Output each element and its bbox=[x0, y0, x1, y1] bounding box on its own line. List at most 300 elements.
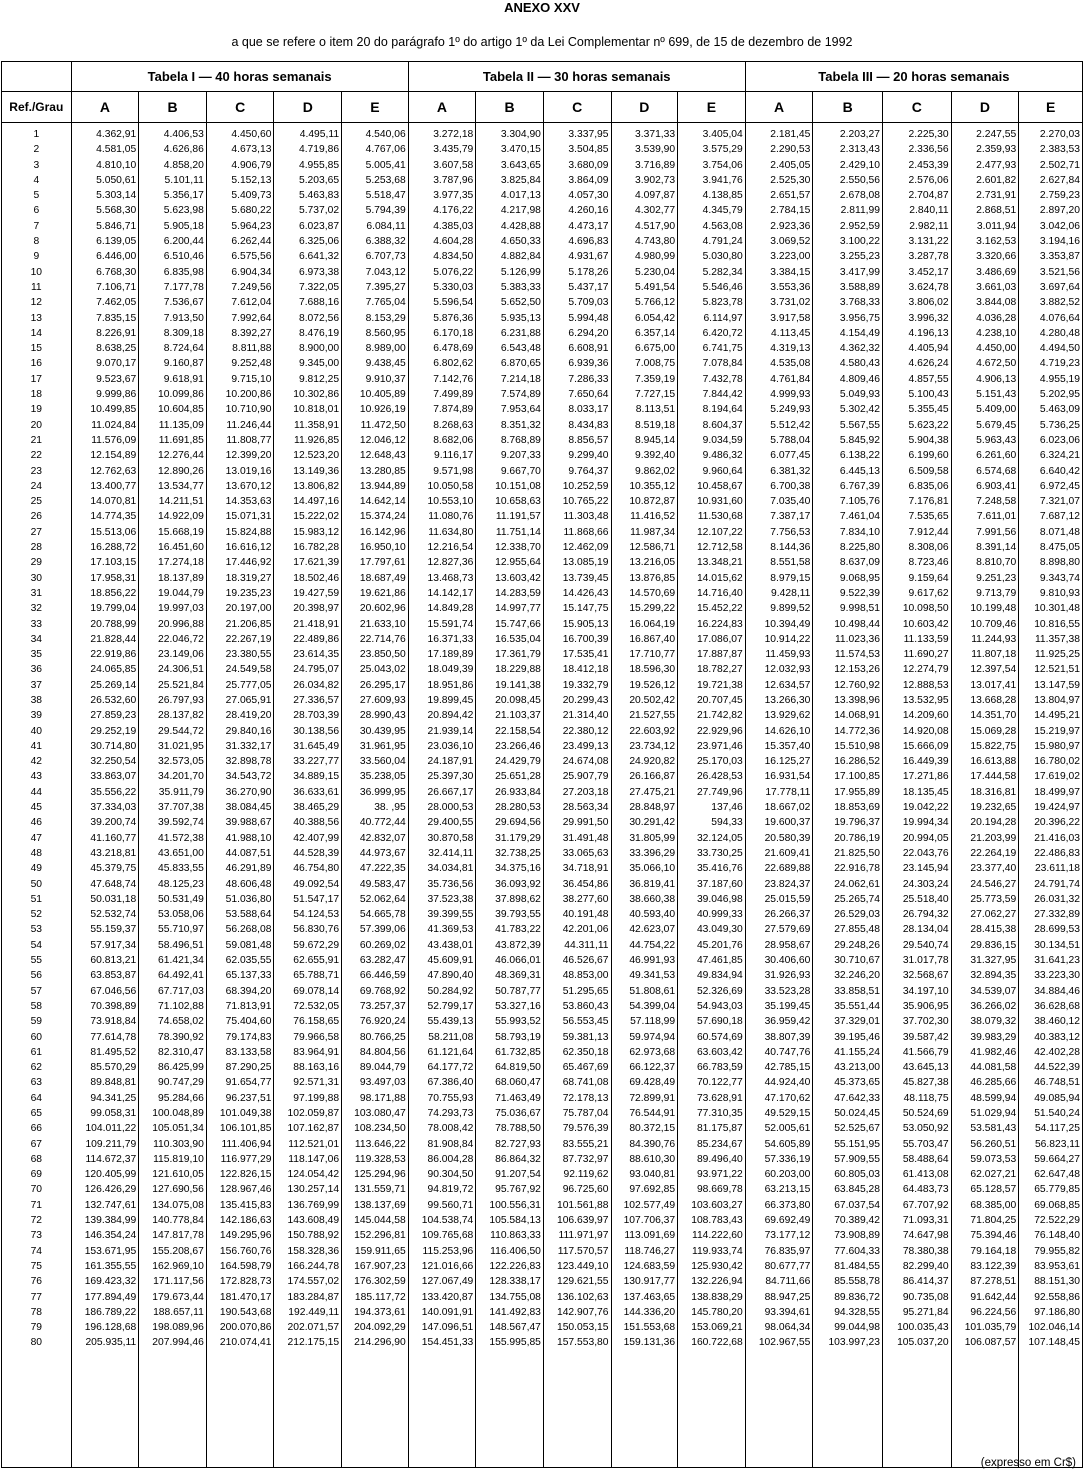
salary-value: 33.065,63 bbox=[562, 847, 609, 859]
salary-value: 36.633,61 bbox=[293, 786, 340, 798]
salary-value: 25.907,79 bbox=[562, 771, 609, 783]
salary-value: 8.351,32 bbox=[500, 419, 541, 431]
salary-value: 3.624,78 bbox=[908, 281, 949, 293]
salary-value: 31.645,49 bbox=[293, 740, 340, 752]
salary-value: 14.209,60 bbox=[902, 710, 949, 722]
salary-value: 174.557,02 bbox=[287, 1276, 340, 1288]
salary-value: 33.863,07 bbox=[90, 771, 137, 783]
salary-value: 75.787,04 bbox=[562, 1108, 609, 1119]
table-iii-grade-a-column bbox=[745, 123, 813, 1468]
salary-value: 12.276,44 bbox=[158, 450, 204, 462]
salary-value: 72.899,91 bbox=[629, 1092, 676, 1104]
salary-value: 66.122,37 bbox=[629, 1062, 676, 1074]
salary-value: 20.299,43 bbox=[562, 694, 609, 706]
salary-value: 67.046,56 bbox=[90, 985, 137, 997]
salary-value: 6.478,69 bbox=[433, 343, 474, 355]
salary-value: 19.994,34 bbox=[902, 817, 949, 829]
salary-value: 117.570,57 bbox=[557, 1245, 609, 1257]
salary-value: 43.651,00 bbox=[158, 847, 204, 859]
table-i-grade-b-column bbox=[139, 123, 207, 1468]
salary-value: 9.571,98 bbox=[433, 465, 474, 477]
salary-value: 4.196,13 bbox=[908, 327, 949, 339]
salary-value: 40.191,48 bbox=[562, 909, 609, 921]
salary-value: 16.125,27 bbox=[764, 756, 811, 768]
salary-value: 119.328,53 bbox=[354, 1153, 406, 1165]
salary-value: 150.053,15 bbox=[556, 1322, 609, 1334]
salary-value: 3.539,90 bbox=[635, 144, 676, 156]
salary-value: 8.856,57 bbox=[568, 434, 609, 446]
salary-value: 42.832,07 bbox=[359, 832, 406, 844]
salary-value: 54.124,53 bbox=[293, 909, 340, 921]
salary-value: 110.303,90 bbox=[153, 1138, 204, 1150]
salary-value: 17.271,86 bbox=[902, 771, 949, 783]
salary-value: 18.229,88 bbox=[495, 664, 541, 676]
salary-value: 30.138,56 bbox=[293, 725, 340, 737]
salary-value: 3.417,99 bbox=[839, 266, 880, 278]
grade-header-c: C bbox=[883, 92, 952, 123]
salary-value: 11.808,77 bbox=[226, 434, 272, 446]
salary-value: 10.199,48 bbox=[970, 603, 1017, 615]
salary-value: 135.415,83 bbox=[219, 1199, 272, 1211]
salary-value: 26.034,82 bbox=[293, 679, 340, 691]
salary-value: 4.955,19 bbox=[1039, 373, 1080, 385]
ref-column bbox=[2, 123, 72, 1468]
salary-value: 9.618,91 bbox=[163, 373, 204, 385]
salary-value: 28.848,97 bbox=[629, 802, 676, 814]
salary-value: 17.797,61 bbox=[359, 557, 406, 569]
salary-value: 37.329,01 bbox=[834, 1016, 880, 1028]
ref-number: 30 bbox=[30, 572, 43, 584]
salary-value: 30.870,58 bbox=[427, 832, 474, 844]
salary-value: 6.707,73 bbox=[365, 251, 406, 263]
salary-value: 20.602,96 bbox=[359, 603, 406, 615]
salary-value: 2.453,39 bbox=[908, 159, 949, 171]
salary-value: 35.066,10 bbox=[629, 863, 676, 875]
ref-grade-header: Ref./Grau bbox=[2, 92, 72, 123]
salary-value: 35.238,05 bbox=[359, 771, 406, 783]
salary-value: 57.118,99 bbox=[630, 1016, 676, 1028]
salary-value: 205.935,11 bbox=[85, 1337, 137, 1349]
salary-value: 9.715,10 bbox=[231, 373, 272, 385]
salary-value: 15.510,98 bbox=[834, 740, 880, 752]
salary-value: 3.607,58 bbox=[433, 159, 474, 171]
salary-value: 40.999,33 bbox=[696, 909, 743, 921]
salary-value: 10.553,10 bbox=[427, 496, 474, 508]
salary-value: 84.390,76 bbox=[629, 1138, 676, 1150]
grade-header-b: B bbox=[139, 92, 207, 123]
salary-value: 4.238,10 bbox=[976, 327, 1017, 339]
salary-value: 10.394,49 bbox=[764, 618, 811, 630]
salary-value: 13.280,85 bbox=[359, 465, 406, 477]
salary-value: 29.400,55 bbox=[427, 817, 474, 829]
salary-value: 25.170,03 bbox=[696, 756, 743, 768]
salary-value: 20.996,88 bbox=[158, 618, 204, 630]
salary-value: 210.074,41 bbox=[219, 1337, 272, 1349]
salary-value: 18.856,22 bbox=[90, 587, 137, 599]
salary-value: 7.756,53 bbox=[770, 526, 811, 538]
salary-value: 67.707,92 bbox=[902, 1199, 949, 1211]
salary-value: 25.397,30 bbox=[427, 771, 474, 783]
salary-value: 33.223,30 bbox=[1034, 970, 1080, 982]
salary-value: 14.283,59 bbox=[495, 587, 541, 599]
salary-value: 15.147,75 bbox=[562, 603, 609, 615]
salary-value: 2.601,82 bbox=[976, 174, 1017, 186]
salary-value: 8.308,06 bbox=[908, 542, 949, 554]
salary-value: 13.348,21 bbox=[696, 557, 743, 569]
salary-value: 39.983,29 bbox=[970, 1031, 1017, 1043]
salary-value: 105.584,13 bbox=[489, 1215, 541, 1227]
salary-value: 16.224,83 bbox=[696, 618, 743, 630]
salary-value: 20.707,45 bbox=[696, 694, 743, 706]
salary-value: 24.187,91 bbox=[427, 756, 474, 768]
table-ii-grade-a-column bbox=[408, 123, 476, 1468]
salary-value: 17.444,58 bbox=[970, 771, 1017, 783]
salary-value: 103.603,27 bbox=[691, 1199, 743, 1211]
ref-number: 4 bbox=[33, 174, 40, 186]
salary-value: 152.296,81 bbox=[354, 1230, 406, 1242]
salary-value: 10.499,85 bbox=[90, 404, 137, 416]
salary-value: 21.203,99 bbox=[970, 832, 1017, 844]
salary-value: 20.398,97 bbox=[293, 603, 340, 615]
salary-value: 9.343,74 bbox=[1039, 572, 1080, 584]
salary-value: 103.997,23 bbox=[828, 1337, 880, 1349]
grade-header-e: E bbox=[1019, 92, 1083, 123]
salary-value: 3.486,69 bbox=[976, 266, 1017, 278]
salary-value: 46.285,66 bbox=[970, 1077, 1017, 1089]
salary-value: 72.178,13 bbox=[562, 1092, 609, 1104]
salary-value: 26.266,37 bbox=[764, 909, 811, 921]
salary-value: 32.414,11 bbox=[428, 847, 474, 859]
ref-number: 33 bbox=[30, 618, 43, 630]
salary-value: 2.270,03 bbox=[1039, 129, 1080, 140]
salary-value: 6.741,75 bbox=[702, 343, 743, 355]
salary-value: 78.008,42 bbox=[427, 1123, 474, 1135]
grade-header-c: C bbox=[543, 92, 611, 123]
salary-value: 6.700,38 bbox=[770, 480, 811, 492]
salary-value: 11.530,68 bbox=[697, 511, 743, 523]
salary-value: 75.036,67 bbox=[495, 1108, 541, 1119]
salary-value: 25.269,14 bbox=[90, 679, 137, 691]
salary-value: 3.977,35 bbox=[433, 190, 474, 202]
salary-value: 29.991,50 bbox=[562, 817, 609, 829]
salary-value: 49.092,54 bbox=[293, 878, 340, 890]
salary-value: 8.033,17 bbox=[568, 404, 609, 416]
salary-value: 52.799,17 bbox=[427, 1000, 474, 1012]
salary-value: 3.320,66 bbox=[976, 251, 1017, 263]
salary-value: 6.262,44 bbox=[231, 236, 272, 248]
salary-value: 18.667,02 bbox=[764, 802, 811, 814]
salary-value: 97.692,85 bbox=[629, 1184, 676, 1196]
salary-value: 4.280,48 bbox=[1039, 327, 1080, 339]
salary-value: 11.416,52 bbox=[630, 511, 676, 523]
salary-value: 124.683,59 bbox=[623, 1260, 676, 1272]
salary-value: 11.634,80 bbox=[428, 526, 474, 538]
salary-value: 5.512,42 bbox=[770, 419, 811, 431]
salary-value: 4.097,87 bbox=[635, 190, 676, 202]
salary-value: 73.257,37 bbox=[359, 1000, 406, 1012]
salary-value: 27.065,91 bbox=[225, 694, 272, 706]
salary-value: 33.396,29 bbox=[629, 847, 676, 859]
ref-number: 80 bbox=[30, 1337, 43, 1349]
salary-value: 50.031,18 bbox=[90, 893, 137, 905]
salary-value: 32.898,78 bbox=[225, 756, 272, 768]
ref-number: 63 bbox=[30, 1077, 43, 1089]
salary-value: 6.510,46 bbox=[163, 251, 204, 263]
salary-value: 7.874,89 bbox=[433, 404, 474, 416]
salary-value: 17.189,89 bbox=[427, 649, 474, 661]
ref-number: 48 bbox=[30, 847, 43, 859]
salary-value: 15.069,28 bbox=[970, 725, 1017, 737]
salary-value: 15.222,02 bbox=[293, 511, 340, 523]
salary-value: 6.077,45 bbox=[770, 450, 811, 462]
salary-value: 108.783,43 bbox=[691, 1215, 743, 1227]
grade-header-b: B bbox=[813, 92, 883, 123]
salary-value: 7.322,05 bbox=[298, 281, 340, 293]
salary-value: 16.451,60 bbox=[158, 542, 204, 554]
salary-value: 13.739,45 bbox=[562, 572, 609, 584]
salary-value: 95.767,92 bbox=[495, 1184, 541, 1196]
ref-number: 5 bbox=[33, 190, 40, 202]
salary-value: 6.324,21 bbox=[1039, 450, 1080, 462]
salary-value: 5.623,98 bbox=[163, 205, 204, 217]
salary-value: 50.284,92 bbox=[427, 985, 474, 997]
salary-value: 53.050,92 bbox=[902, 1123, 949, 1135]
salary-value: 34.543,72 bbox=[225, 771, 272, 783]
salary-value: 16.371,33 bbox=[427, 633, 474, 645]
salary-value: 161.355,55 bbox=[84, 1260, 137, 1272]
grade-header-b: B bbox=[476, 92, 544, 123]
salary-value: 5.409,73 bbox=[231, 190, 272, 202]
salary-value: 7.992,64 bbox=[231, 312, 272, 324]
salary-value: 34.201,70 bbox=[158, 771, 204, 783]
salary-value: 70.398,89 bbox=[90, 1000, 137, 1012]
salary-value: 37.523,38 bbox=[427, 893, 474, 905]
salary-value: 26.166,87 bbox=[629, 771, 676, 783]
salary-value: 105.051,34 bbox=[152, 1123, 204, 1135]
salary-value: 16.064,19 bbox=[629, 618, 676, 630]
salary-value: 134.075,08 bbox=[152, 1199, 204, 1211]
salary-value: 51.029,94 bbox=[970, 1108, 1017, 1119]
salary-value: 14.351,70 bbox=[970, 710, 1017, 722]
salary-value: 17.274,18 bbox=[158, 557, 204, 569]
salary-value: 17.100,85 bbox=[834, 771, 880, 783]
salary-value: 2.181,45 bbox=[770, 129, 811, 140]
salary-value: 9.667,70 bbox=[500, 465, 541, 477]
salary-value: 50.531,49 bbox=[158, 893, 204, 905]
salary-value: 97.199,88 bbox=[293, 1092, 340, 1104]
salary-value: 116.406,50 bbox=[490, 1245, 541, 1257]
salary-value: 15.299,22 bbox=[629, 603, 676, 615]
salary-value: 68.741,08 bbox=[562, 1077, 609, 1089]
ref-number: 58 bbox=[30, 1000, 43, 1012]
salary-value: 7.611,01 bbox=[976, 511, 1017, 523]
salary-value: 11.357,38 bbox=[1034, 633, 1080, 645]
salary-value: 15.513,06 bbox=[90, 526, 137, 538]
salary-value: 3.255,23 bbox=[839, 251, 880, 263]
salary-value: 10.252,59 bbox=[562, 480, 609, 492]
salary-value: 101.049,38 bbox=[219, 1108, 272, 1119]
salary-value: 104.538,74 bbox=[421, 1215, 474, 1227]
salary-value: 127.067,49 bbox=[421, 1276, 474, 1288]
salary-value: 66.783,59 bbox=[696, 1062, 743, 1074]
salary-value: 9.899,52 bbox=[770, 603, 811, 615]
salary-value: 7.844,42 bbox=[702, 389, 743, 401]
salary-value: 118.147,06 bbox=[288, 1153, 340, 1165]
salary-value: 49.341,53 bbox=[629, 970, 676, 982]
salary-value: 8.392,27 bbox=[231, 327, 272, 339]
salary-value: 5.518,47 bbox=[365, 190, 406, 202]
grade-header-row bbox=[2, 92, 1083, 123]
ref-number: 24 bbox=[30, 480, 43, 492]
salary-value: 6.357,14 bbox=[635, 327, 676, 339]
salary-value: 2.247,55 bbox=[976, 129, 1017, 140]
salary-value: 24.674,08 bbox=[562, 756, 609, 768]
salary-value: 6.138,22 bbox=[839, 450, 880, 462]
ref-number: 26 bbox=[30, 511, 43, 523]
salary-value: 3.575,29 bbox=[702, 144, 743, 156]
salary-value: 6.231,88 bbox=[500, 327, 541, 339]
salary-value: 10.405,89 bbox=[359, 389, 406, 401]
salary-value: 5.100,43 bbox=[908, 389, 949, 401]
salary-value: 102.577,49 bbox=[623, 1199, 676, 1211]
salary-value: 108.234,50 bbox=[354, 1123, 406, 1135]
salary-value: 31.926,93 bbox=[764, 970, 811, 982]
salary-value: 56.260,51 bbox=[970, 1138, 1017, 1150]
salary-value: 22.486,83 bbox=[1034, 847, 1080, 859]
salary-value: 4.302,77 bbox=[635, 205, 676, 217]
salary-value: 26.933,84 bbox=[495, 786, 541, 798]
salary-value: 112.521,01 bbox=[288, 1138, 340, 1150]
salary-value: 5.846,71 bbox=[96, 220, 137, 232]
salary-value: 19.042,22 bbox=[902, 802, 949, 814]
salary-value: 69.078,14 bbox=[293, 985, 340, 997]
salary-value: 27.749,96 bbox=[696, 786, 743, 798]
salary-value: 13.668,28 bbox=[970, 694, 1017, 706]
salary-value: 2.923,36 bbox=[770, 220, 811, 232]
salary-value: 79.576,39 bbox=[562, 1123, 609, 1135]
salary-value: 9.999,86 bbox=[96, 389, 137, 401]
salary-value: 28.415,38 bbox=[970, 924, 1017, 936]
salary-value: 3.680,09 bbox=[568, 159, 609, 171]
salary-value: 47.648,74 bbox=[90, 878, 137, 890]
salary-value: 32.124,05 bbox=[696, 832, 743, 844]
salary-value: 155.995,85 bbox=[489, 1337, 541, 1349]
salary-value: 65.467,69 bbox=[562, 1062, 609, 1074]
salary-value: 12.888,53 bbox=[902, 679, 949, 691]
salary-value: 7.913,50 bbox=[163, 312, 204, 324]
salary-value: 80.677,77 bbox=[764, 1260, 811, 1272]
salary-value: 20.786,19 bbox=[834, 832, 880, 844]
salary-value: 57.336,19 bbox=[764, 1153, 811, 1165]
salary-value: 99.044,98 bbox=[834, 1322, 880, 1334]
salary-value: 19.424,97 bbox=[1034, 802, 1080, 814]
ref-number: 42 bbox=[30, 756, 43, 768]
salary-value: 142.907,76 bbox=[556, 1306, 609, 1318]
salary-value: 20.502,42 bbox=[629, 694, 676, 706]
salary-value: 3.405,04 bbox=[702, 129, 743, 140]
salary-value: 46.526,67 bbox=[562, 955, 609, 967]
salary-value: 19.044,79 bbox=[158, 587, 204, 599]
salary-value: 9.617,62 bbox=[908, 587, 949, 599]
salary-value: 81.908,84 bbox=[427, 1138, 474, 1150]
salary-value: 5.101,11 bbox=[164, 174, 204, 186]
salary-value: 16.780,02 bbox=[1034, 756, 1080, 768]
salary-value: 141.492,83 bbox=[489, 1306, 541, 1318]
salary-value: 3.902,73 bbox=[635, 174, 676, 186]
salary-value: 9.862,02 bbox=[635, 465, 676, 477]
salary-value: 5.049,93 bbox=[839, 389, 880, 401]
salary-value: 14.353,63 bbox=[225, 496, 272, 508]
salary-value: 11.926,85 bbox=[294, 434, 340, 446]
salary-value: 14.495,21 bbox=[1034, 710, 1080, 722]
salary-value: 8.551,58 bbox=[770, 557, 811, 569]
salary-value: 5.963,43 bbox=[976, 434, 1017, 446]
salary-value: 5.935,13 bbox=[500, 312, 541, 324]
salary-value: 2.336,56 bbox=[908, 144, 949, 156]
ref-number: 55 bbox=[30, 955, 43, 967]
salary-value: 7.727,15 bbox=[635, 389, 676, 401]
salary-value: 7.650,64 bbox=[568, 389, 609, 401]
salary-value: 4.858,20 bbox=[163, 159, 204, 171]
salary-value: 86.864,32 bbox=[495, 1153, 541, 1165]
salary-value: 49.834,94 bbox=[696, 970, 743, 982]
salary-value: 10.200,86 bbox=[225, 389, 272, 401]
ref-number: 22 bbox=[30, 450, 43, 462]
salary-value: 33.523,28 bbox=[764, 985, 811, 997]
salary-value: 3.504,85 bbox=[568, 144, 609, 156]
salary-value: 69.068,85 bbox=[1034, 1199, 1080, 1211]
salary-value: 2.359,93 bbox=[976, 144, 1017, 156]
salary-value: 5.568,30 bbox=[96, 205, 137, 217]
salary-value: 60.574,69 bbox=[696, 1031, 743, 1043]
salary-value: 5.178,26 bbox=[568, 266, 609, 278]
grade-header-e: E bbox=[342, 92, 409, 123]
salary-value: 45.379,75 bbox=[90, 863, 137, 875]
salary-value: 94.341,25 bbox=[90, 1092, 137, 1104]
salary-value: 111.971,97 bbox=[558, 1230, 609, 1242]
salary-value: 8.225,80 bbox=[839, 542, 880, 554]
salary-value: 6.904,34 bbox=[231, 266, 272, 278]
table-ii-grade-c-column bbox=[543, 123, 611, 1468]
salary-value: 3.521,56 bbox=[1039, 266, 1080, 278]
salary-value: 86.004,28 bbox=[427, 1153, 474, 1165]
salary-value: 41.566,79 bbox=[902, 1046, 949, 1058]
salary-value: 5.463,09 bbox=[1039, 404, 1080, 416]
salary-value: 3.553,36 bbox=[770, 281, 811, 293]
salary-value: 124.054,42 bbox=[287, 1169, 340, 1181]
salary-value: 8.113,51 bbox=[635, 404, 676, 416]
salary-value: 2.550,56 bbox=[839, 174, 880, 186]
salary-value: 7.432,78 bbox=[702, 373, 743, 385]
salary-value: 59.974,94 bbox=[629, 1031, 676, 1043]
salary-value: 16.867,40 bbox=[629, 633, 676, 645]
salary-value: 9.522,39 bbox=[839, 587, 880, 599]
salary-value: 3.643,65 bbox=[500, 159, 541, 171]
salary-value: 3.825,84 bbox=[500, 174, 541, 186]
salary-value: 6.139,05 bbox=[96, 236, 137, 248]
salary-value: 8.724,64 bbox=[163, 343, 204, 355]
salary-value: 10.710,90 bbox=[225, 404, 272, 416]
salary-value: 15.822,75 bbox=[970, 740, 1017, 752]
salary-value: 49.085,94 bbox=[1034, 1092, 1080, 1104]
salary-value: 10.603,42 bbox=[902, 618, 949, 630]
salary-value: 5.845,92 bbox=[839, 434, 880, 446]
salary-value: 93.971,22 bbox=[696, 1169, 743, 1181]
salary-value: 11.987,34 bbox=[630, 526, 676, 538]
salary-value: 3.588,89 bbox=[839, 281, 880, 293]
salary-value: 9.299,40 bbox=[568, 450, 609, 462]
salary-value: 28.280,53 bbox=[495, 802, 541, 814]
